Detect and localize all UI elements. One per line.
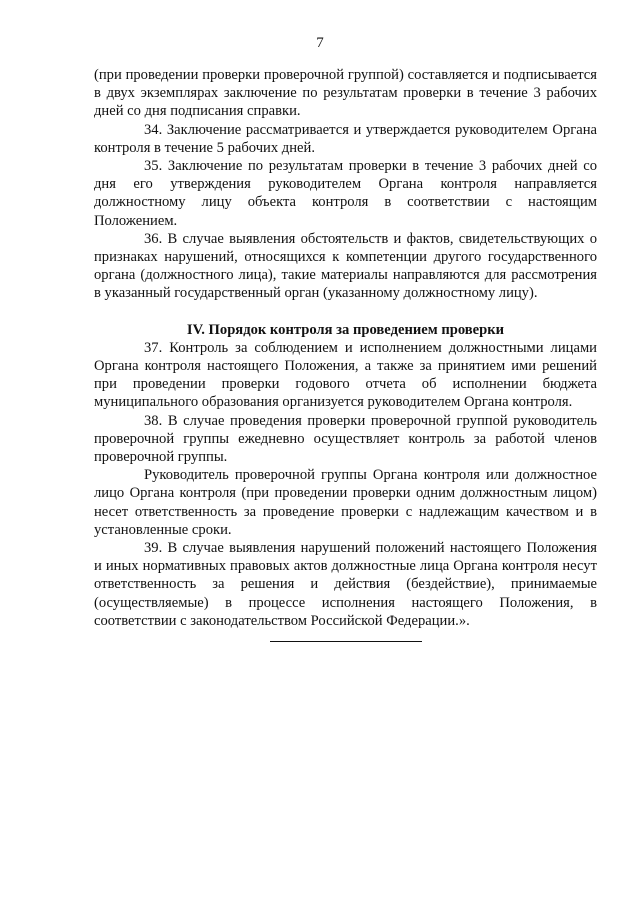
section-heading: IV. Порядок контроля за проведением проверки: [186, 321, 505, 338]
paragraph-35: 35. Заключение по результатам проверки в течение 3 рабочих дней со дня его утверждения руководителем Органа контроля направляется должностному лицу объекта контроля в соответствии с настоящим Положением.: [94, 158, 597, 229]
page-number: 7: [316, 35, 324, 51]
paragraph-38-continued: Руководитель проверочной группы Органа контроля или должностное лицо Органа контроля (при проведении проверки одним должностным лицом) несет ответственность за проведение проверки с надлежащим качеством и в установленные сроки.: [94, 467, 597, 538]
paragraph-38: 38. В случае проведения проверки проверочной группой руководитель проверочной группы ежедневно осуществляет контроль за работой членов проверочной группы.: [94, 412, 597, 466]
paragraph-37: 37. Контроль за соблюдением и исполнением должностными лицами Органа контроля настоящего Положения, а также за принятием ими решений при проведении проверки годового отчета об исполнении бюджета муниципального образования организуется руководителем Органа контроля.: [94, 339, 597, 411]
paragraph-33-continuation: (при проведении проверки проверочной группой) составляется и подписывается в двух экземплярах заключение по результатам проверки в течение 3 рабочих дней со дня подписания справки.: [94, 67, 597, 120]
paragraph-36: 36. В случае выявления обстоятельств и фактов, свидетельствующих о признаках нарушений, относящихся к компетенции другого государственного органа (должностного лица), такие материалы направляются для рассмотрения в указанный государственный орган (указанному должностному лицу).: [94, 230, 597, 302]
closing-divider: [270, 641, 422, 642]
paragraph-34: 34. Заключение рассматривается и утверждается руководителем Органа контроля в течение 5 рабочих дней.: [94, 121, 597, 156]
document-body: [94, 66, 597, 630]
paragraph-39: 39. В случае выявления нарушений положений настоящего Положения и иных нормативных правовых актов должностные лица Органа контроля несут ответственность за решения и действия (бездействие), принимаемые (осуществляемые) в процессе исполнения настоящего Положения, в соответствии с законодательством Российской Федерации.».: [94, 540, 597, 629]
